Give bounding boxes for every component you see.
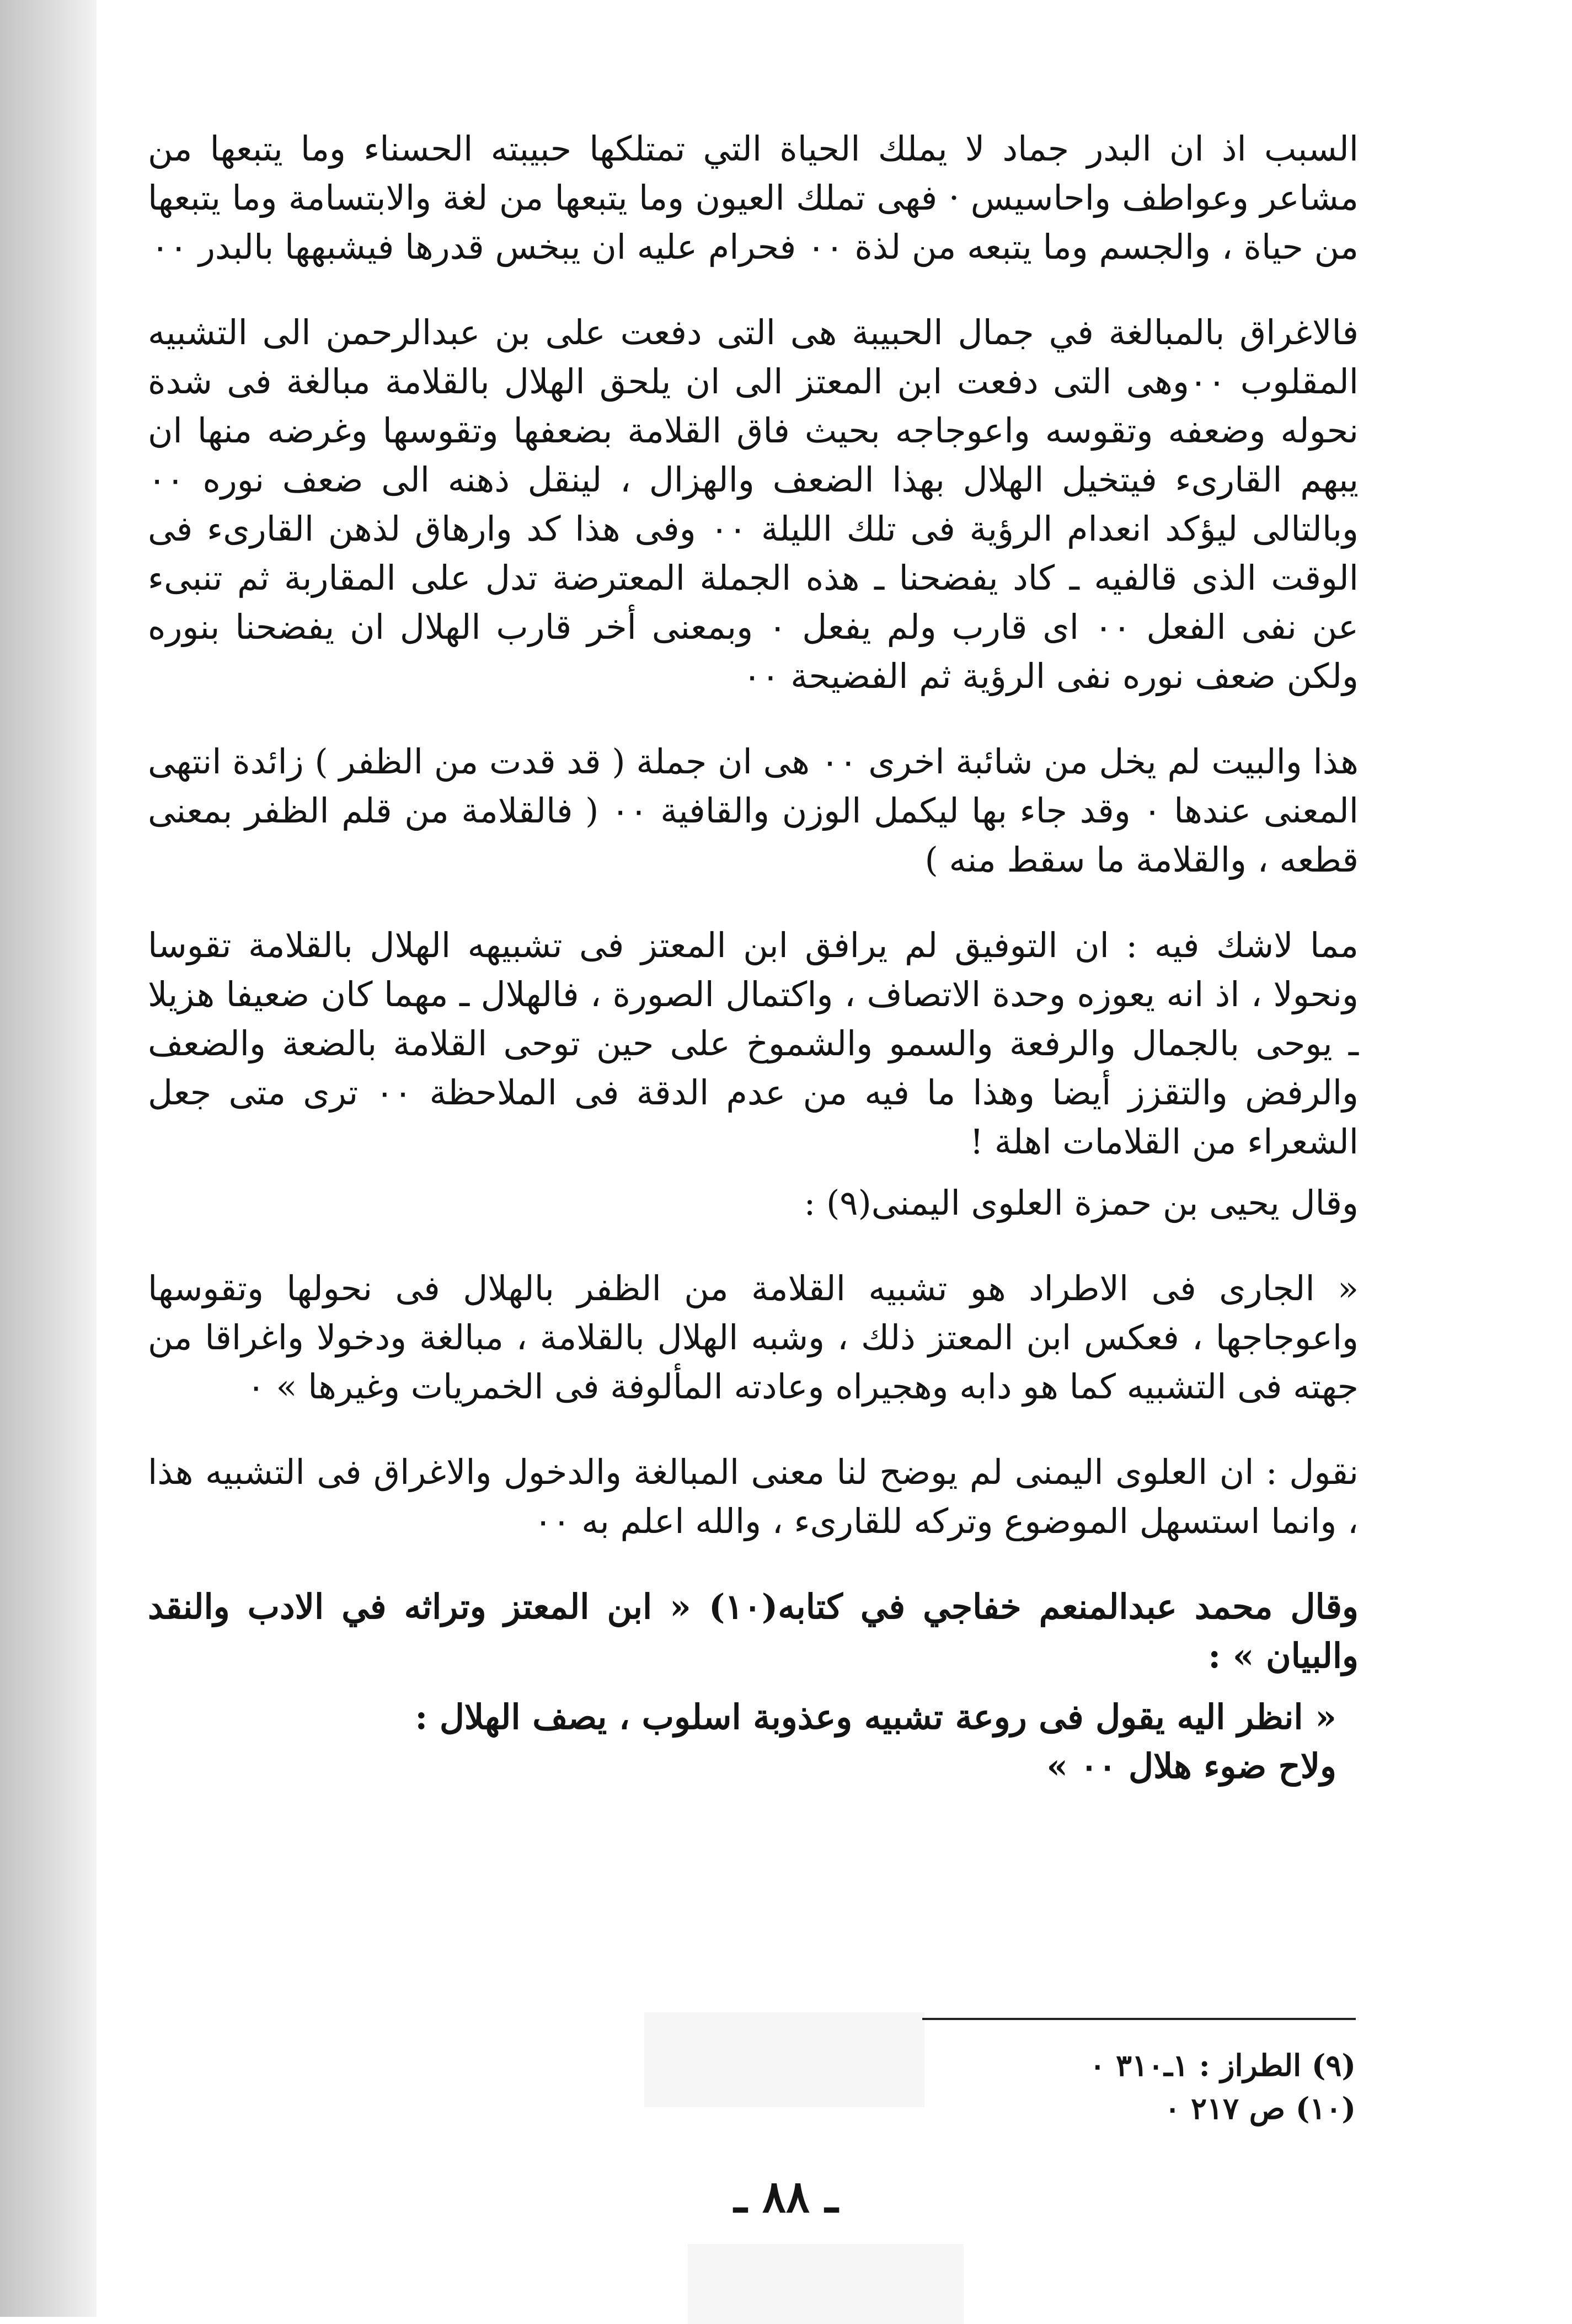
binding-gutter-shadow <box>0 0 97 2317</box>
footnote-9: (٩) الطراز : ١ـ٣١٠ ٠ <box>1089 2048 1356 2083</box>
paragraph-4: مما لاشك فيه : ان التوفيق لم يرافق ابن المعتز فى تشبيهه الهلال بالقلامة تقوسا ونحولا ، اذ انه يعوزه وحدة الاتصاف ، واكتمال الصورة ، فالهلال ـ مهما كان ضعيفا هزيلا ـ يوحى بالجمال والرفعة والسمو والشموخ على حين توحى القلامة بالضعة والضعف والرفض والتقزز أيضا وهذا ما فيه من عدم الدقة فى الملاحظة ٠٠ ترى متى جعل الشعراء من القلامات اهلة ! <box>148 925 1359 1162</box>
main-text-block <box>148 124 1359 1791</box>
footnotes <box>827 2044 1356 2130</box>
khafaji-quote-line-2: ولاح ضوء هلال ٠٠ » <box>1046 1746 1336 1786</box>
paragraph-3: هذا والبيت لم يخل من شائبة اخرى ٠٠ هى ان جملة ( قد قدت من الظفر ) زائدة انتهى المعنى عندها ٠ وقد جاء بها ليكمل الوزن والقافية ٠٠ ( فالقلامة من قلم الظفر بمعنى قطعه ، والقلامة ما سقط منه ) <box>148 741 1359 880</box>
page-number: ـ ٨٨ ـ <box>734 2171 838 2223</box>
khafaji-intro: وقال محمد عبدالمنعم خفاجي في كتابه(١٠) « ابن المعتز وتراثه في الادب والنقد والبيان » : <box>148 1586 1359 1676</box>
khafaji-quote-line-1: « انظر اليه يقول فى روعة تشبيه وعذوبة اسلوب ، يصف الهلال : <box>415 1697 1336 1737</box>
scan-smudge-bottom <box>688 2244 964 2324</box>
alawi-comment: نقول : ان العلوى اليمنى لم يوضح لنا معنى المبالغة والدخول والاغراق فى التشبيه هذا ، وانما استسهل الموضوع وتركه للقارىء ، والله اعلم به ٠٠ <box>148 1452 1359 1541</box>
paragraph-1: السبب اذ ان البدر جماد لا يملك الحياة التي تمتلكها حبيبته الحسناء وما يتبعها من مشاعر وعواطف واحاسيس · فهى تملك العيون وما يتبعها من لغة والابتسامة وما يتبعها من حياة ، والجسم وما يتبعه من لذة ٠٠ فحرام عليه ان يبخس قدرها فيشبهها بالبدر ٠٠ <box>148 129 1359 267</box>
paragraph-2: فالاغراق بالمبالغة في جمال الحبيبة هى التى دفعت على بن عبدالرحمن الى التشبيه المقلوب ٠٠وهى التى دفعت ابن المعتز الى ان يلحق الهلال بالقلامة مبالغة فى شدة نحوله وضعفه وتقوسه واعوجاجه بحيث فاق القلامة بضعفها وتقوسها وغرضه منها ان يبهم القارىء فيتخيل الهلال بهذا الضعف والهزال ، لينقل ذهنه الى ضعف نوره ٠٠ وبالتالى ليؤكد انعدام الرؤية فى تلك الليلة ٠٠ وفى هذا كد وارهاق لذهن القارىء فى الوقت الذى قالفيه ـ كاد يفضحنا ـ هذه الجملة المعترضة تدل على المقاربة ثم تنبىء عن نفى الفعل ٠٠ اى قارب ولم يفعل ٠ وبمعنى أخر قارب الهلال ان يفضحنا بنوره ولكن ضعف نوره نفى الرؤية ثم الفضيحة ٠٠ <box>148 312 1359 696</box>
alawi-quote: « الجارى فى الاطراد هو تشبيه القلامة من الظفر بالهلال فى نحولها وتقوسها واعوجاجها ، فعكس ابن المعتز ذلك ، وشبه الهلال بالقلامة ، مبالغة ودخولا واغراقا من جهته فى التشبيه كما هو دابه وهجيراه وعادته المألوفة فى الخمريات وغيرها » ٠ <box>148 1268 1359 1407</box>
alawi-intro: وقال يحيى بن حمزة العلوى اليمنى(٩) : <box>804 1183 1359 1223</box>
footnote-10: (١٠) ص ٢١٧ ٠ <box>1164 2091 1356 2126</box>
footnote-separator <box>922 2018 1356 2020</box>
